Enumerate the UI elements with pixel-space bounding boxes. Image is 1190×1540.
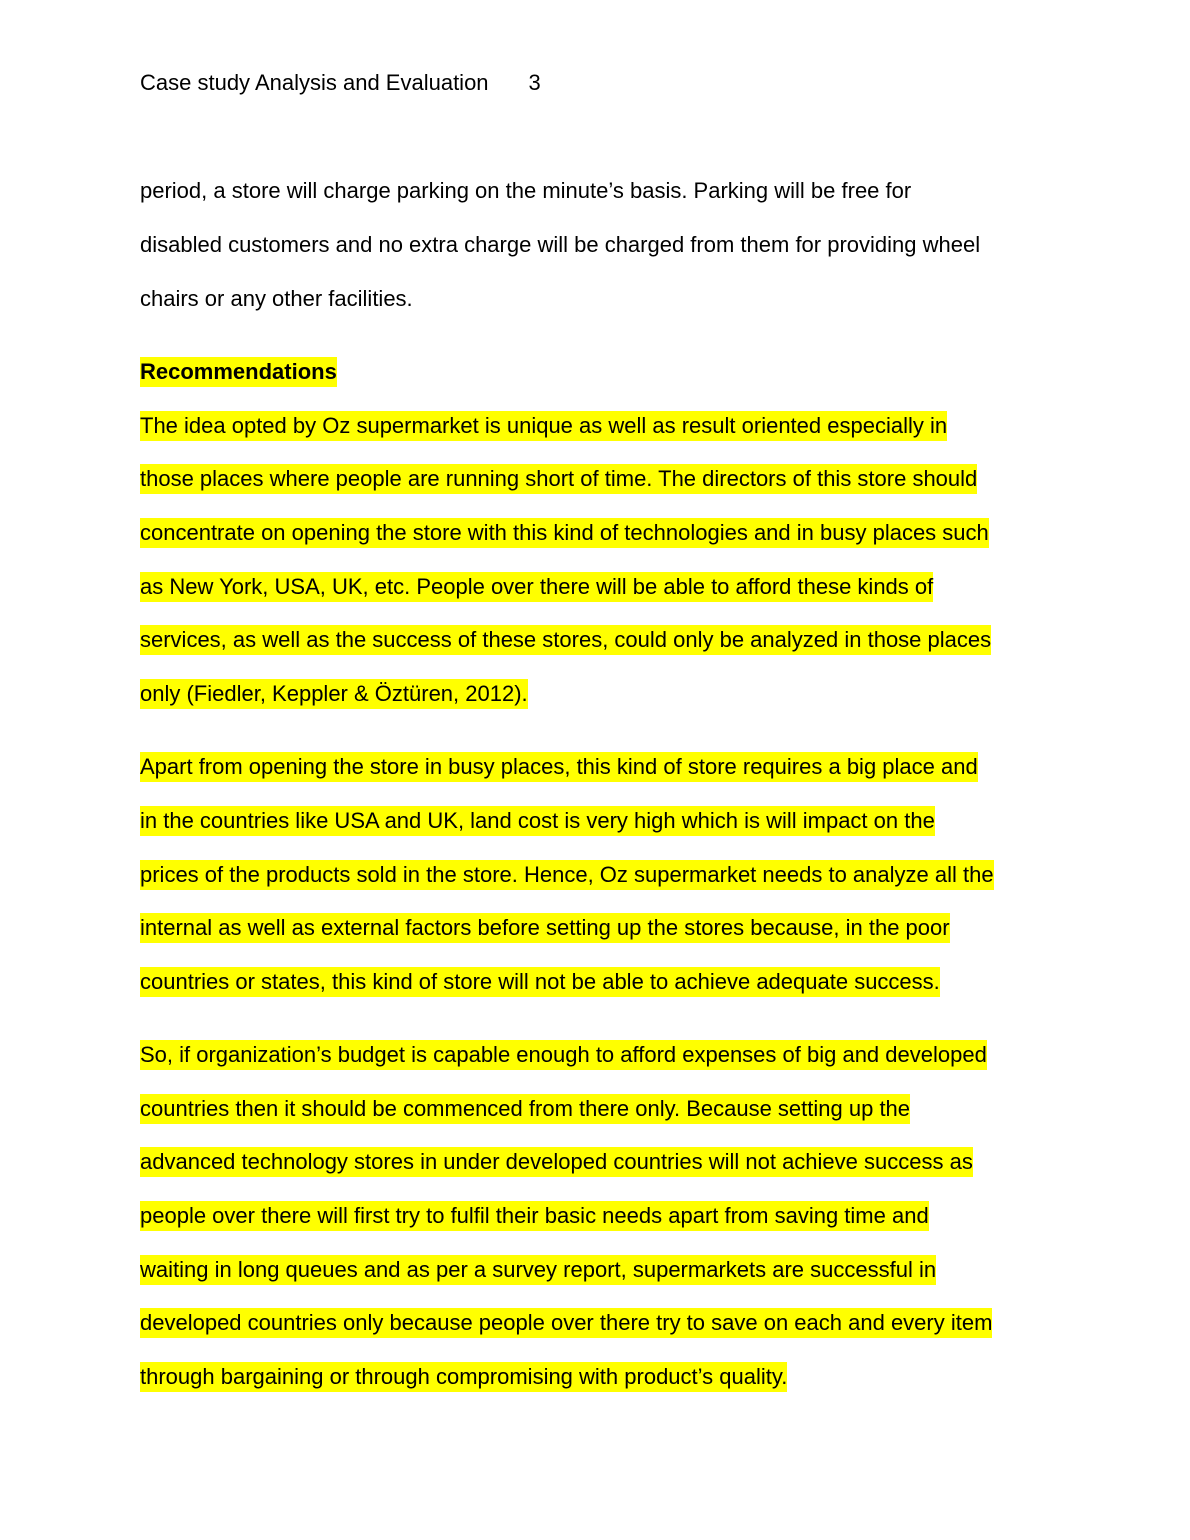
paragraph-3-line: people over there will first try to fulfil their basic needs apart from saving time and: [140, 1201, 929, 1231]
paragraph-1-line: The idea opted by Oz supermarket is unique as well as result oriented especially in: [140, 411, 947, 441]
document-page: [140, 0, 1050, 1540]
paragraph-2-line: prices of the products sold in the store. Hence, Oz supermarket needs to analyze all the: [140, 860, 994, 890]
header-title: Case study Analysis and Evaluation: [140, 70, 489, 95]
paragraph-2-line: countries or states, this kind of store will not be able to achieve adequate success.: [140, 967, 940, 997]
paragraph-3-line: waiting in long queues and as per a survey report, supermarkets are successful in: [140, 1255, 936, 1285]
paragraph-3-line: advanced technology stores in under developed countries will not achieve success as: [140, 1147, 973, 1177]
paragraph-3-line: countries then it should be commenced from there only. Because setting up the: [140, 1094, 910, 1124]
paragraph-2-line: Apart from opening the store in busy places, this kind of store requires a big place and: [140, 752, 978, 782]
paragraph-3-line: through bargaining or through compromising with product’s quality.: [140, 1362, 787, 1392]
page-number: 3: [528, 70, 541, 95]
section-heading: Recommendations: [140, 357, 337, 387]
paragraph-1-line: services, as well as the success of these stores, could only be analyzed in those places: [140, 625, 991, 655]
paragraph-3-line: So, if organization’s budget is capable enough to afford expenses of big and developed: [140, 1040, 987, 1070]
paragraph-2-line: internal as well as external factors before setting up the stores because, in the poor: [140, 913, 950, 943]
paragraph-1-line: only (Fiedler, Keppler & Öztüren, 2012).: [140, 679, 528, 709]
intro-line: period, a store will charge parking on the minute’s basis. Parking will be free for: [140, 178, 912, 203]
paragraph-1-line: those places where people are running short of time. The directors of this store should: [140, 464, 977, 494]
paragraph-1-line: concentrate on opening the store with this kind of technologies and in busy places such: [140, 518, 989, 548]
intro-line: chairs or any other facilities.: [140, 286, 413, 311]
running-header: [140, 68, 541, 98]
paragraph-2-line: in the countries like USA and UK, land cost is very high which is will impact on the: [140, 806, 935, 836]
paragraph-1-line: as New York, USA, UK, etc. People over there will be able to afford these kinds of: [140, 572, 933, 602]
paragraph-3-line: developed countries only because people over there try to save on each and every item: [140, 1308, 992, 1338]
intro-line: disabled customers and no extra charge will be charged from them for providing wheel: [140, 232, 981, 257]
